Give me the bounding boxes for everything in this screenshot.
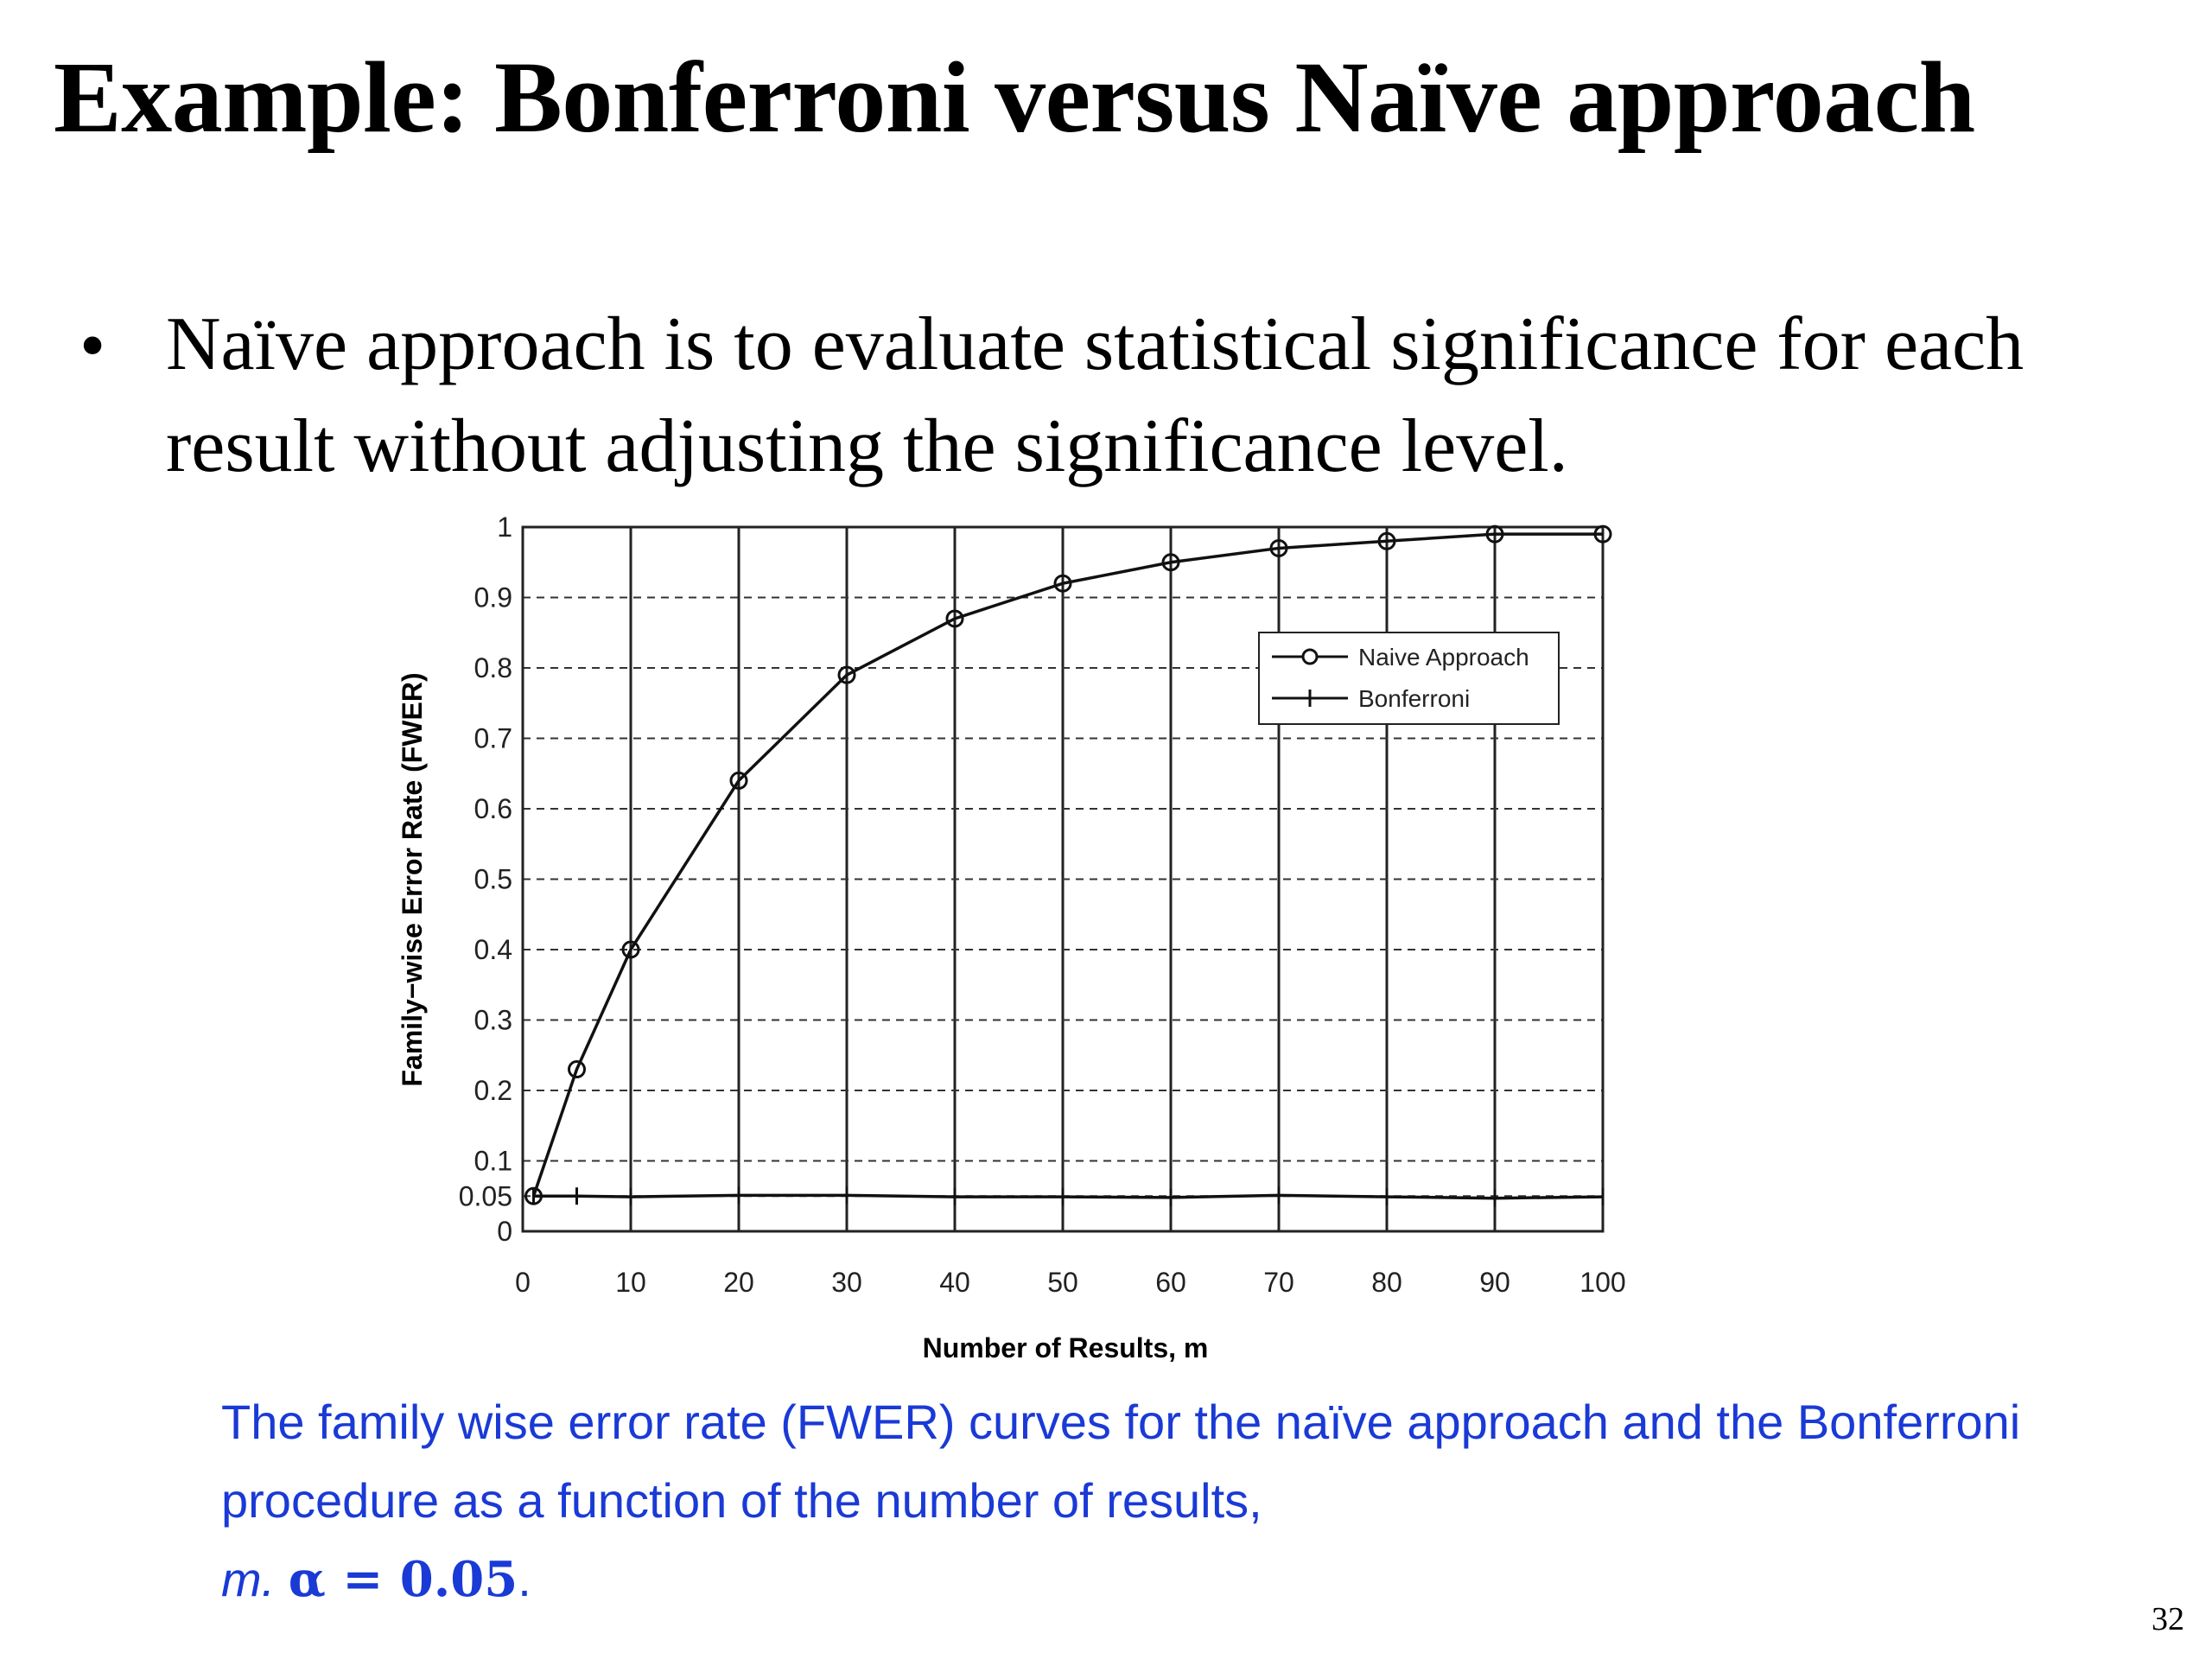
bullet-text: Naïve approach is to evaluate statistical significance for each result without adjusting the significance level. bbox=[166, 302, 2024, 488]
x-axis-title: Number of Results, m bbox=[922, 1332, 1209, 1363]
y-tick-label: 0.1 bbox=[474, 1145, 512, 1177]
y-tick-label: 0.7 bbox=[474, 722, 512, 754]
y-tick-label: 0.05 bbox=[458, 1180, 512, 1212]
caption-math-m: m. bbox=[221, 1552, 276, 1606]
x-tick-label: 40 bbox=[939, 1267, 970, 1298]
x-tick-label: 70 bbox=[1263, 1267, 1294, 1298]
caption-math-alpha: α = 0.05 bbox=[288, 1551, 518, 1608]
caption-end: . bbox=[518, 1552, 531, 1606]
y-tick-label: 1 bbox=[497, 512, 512, 543]
y-tick-label: 0.2 bbox=[474, 1075, 512, 1106]
y-tick-label: 0.4 bbox=[474, 934, 512, 965]
y-tick-label: 0.8 bbox=[474, 652, 512, 683]
series-lines bbox=[526, 526, 1611, 1207]
x-tick-label: 80 bbox=[1371, 1267, 1402, 1298]
y-axis-title: Family−wise Error Rate (FWER) bbox=[397, 672, 428, 1087]
x-tick-label: 60 bbox=[1155, 1267, 1186, 1298]
y-tick-label: 0.9 bbox=[474, 582, 512, 613]
bullet-marker: • bbox=[79, 303, 106, 386]
x-tick-label: 50 bbox=[1047, 1267, 1078, 1298]
y-tick-label: 0.6 bbox=[474, 793, 512, 824]
figure-caption bbox=[221, 1382, 2036, 1619]
x-tick-label: 90 bbox=[1479, 1267, 1510, 1298]
y-tick-label: 0.3 bbox=[474, 1004, 512, 1036]
legend-label: Bonferroni bbox=[1358, 685, 1471, 712]
x-tick-label: 10 bbox=[615, 1267, 646, 1298]
y-tick-label: 0.5 bbox=[474, 863, 512, 895]
page-number: 32 bbox=[2152, 1601, 2184, 1637]
x-tick-label: 100 bbox=[1580, 1267, 1626, 1298]
legend-marker bbox=[1303, 650, 1317, 664]
legend bbox=[1259, 632, 1559, 724]
caption-text: The family wise error rate (FWER) curves for the naïve approach and the Bonferroni procedure as a function of the number of results, bbox=[221, 1395, 2021, 1528]
x-tick-label: 30 bbox=[831, 1267, 862, 1298]
legend-label: Naive Approach bbox=[1358, 644, 1529, 671]
x-tick-label: 0 bbox=[515, 1267, 531, 1298]
tick-labels bbox=[459, 512, 1626, 1298]
slide-title: Example: Bonferroni versus Naïve approach bbox=[54, 41, 1975, 154]
x-tick-label: 20 bbox=[723, 1267, 754, 1298]
y-tick-label: 0 bbox=[497, 1216, 512, 1247]
